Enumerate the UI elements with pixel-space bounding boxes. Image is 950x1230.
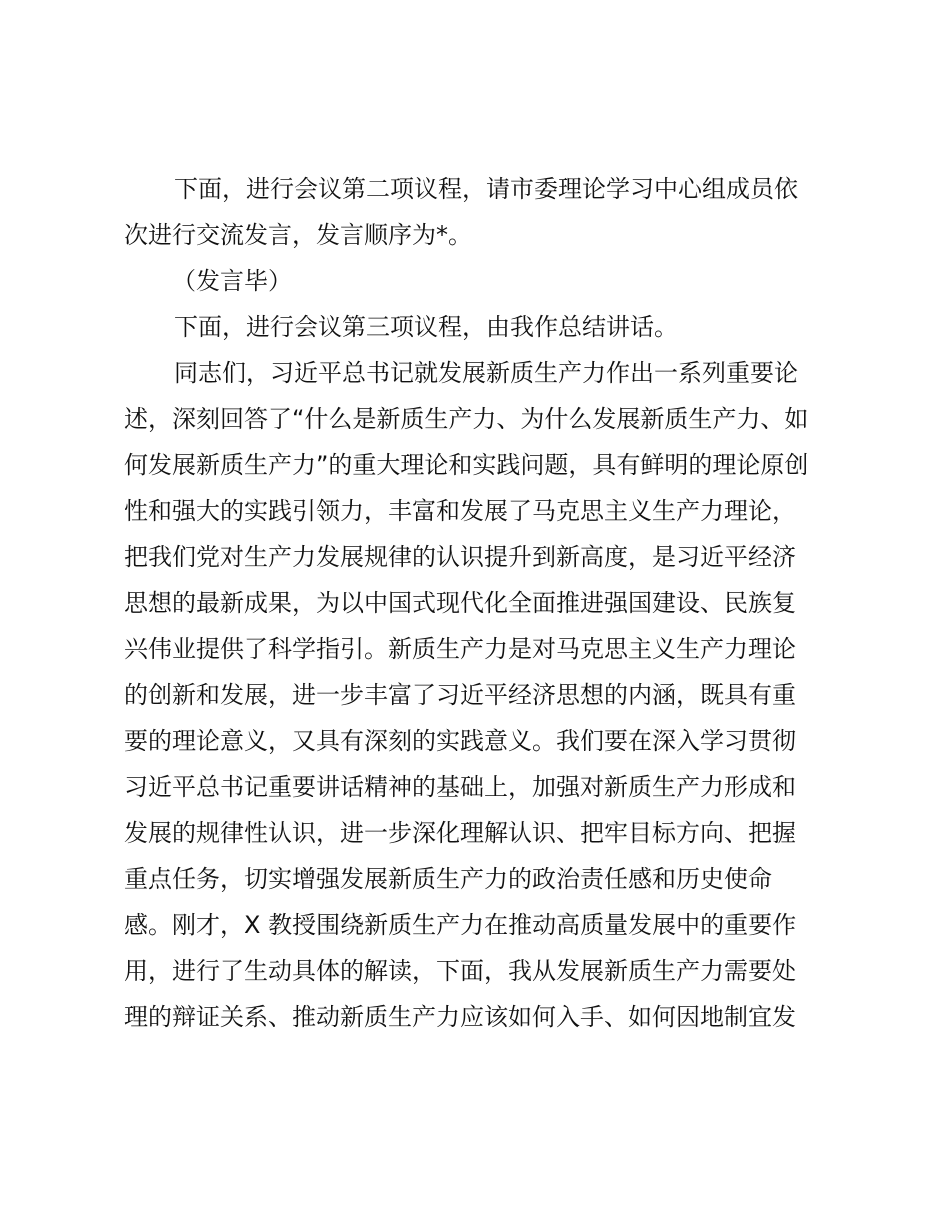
document-body (124, 166, 836, 1040)
paragraph-line: 兴伟业提供了科学指引。新质生产力是对马克思主义生产力理论 (124, 635, 796, 663)
paragraph-line: 把我们党对生产力发展规律的认识提升到新高度，是习近平经济 (124, 543, 796, 571)
paragraph-line: 下面，进行会议第二项议程，请市委理论学习中心组成员依 (174, 175, 798, 203)
paragraph-line: 习近平总书记重要讲话精神的基础上，加强对新质生产力形成和 (124, 773, 796, 801)
paragraph-line: 感。刚才，X 教授围绕新质生产力在推动高质量发展中的重要作 (124, 911, 797, 939)
paragraph-line: 重点任务，切实增强发展新质生产力的政治责任感和历史使命 (124, 865, 772, 893)
paragraph-line: 理的辩证关系、推动新质生产力应该如何入手、如何因地制宜发 (124, 1003, 796, 1031)
paragraph-line: 发展的规律性认识，进一步深化理解认识、把牢目标方向、把握 (124, 819, 796, 847)
paragraph-line: 次进行交流发言，发言顺序为*。 (124, 221, 472, 249)
paragraph-line: 思想的最新成果，为以中国式现代化全面推进强国建设、民族复 (124, 589, 796, 617)
paragraph-line: 述，深刻回答了“什么是新质生产力、为什么发展新质生产力、如 (124, 405, 809, 433)
paragraph-line: 下面，进行会议第三项议程，由我作总结讲话。 (174, 313, 678, 341)
paragraph-line: 的创新和发展，进一步丰富了习近平经济思想的内涵，既具有重 (124, 681, 796, 709)
paragraph-line: （发言毕） (172, 267, 292, 295)
paragraph-line: 要的理论意义，又具有深刻的实践意义。我们要在深入学习贯彻 (124, 727, 796, 755)
paragraph-line: 用，进行了生动具体的解读，下面，我从发展新质生产力需要处 (124, 957, 796, 985)
paragraph-line: 性和强大的实践引领力，丰富和发展了马克思主义生产力理论， (124, 497, 796, 525)
paragraph-line: 何发展新质生产力”的重大理论和实践问题，具有鲜明的理论原创 (124, 451, 809, 479)
paragraph-line: 同志们，习近平总书记就发展新质生产力作出一系列重要论 (174, 359, 798, 387)
